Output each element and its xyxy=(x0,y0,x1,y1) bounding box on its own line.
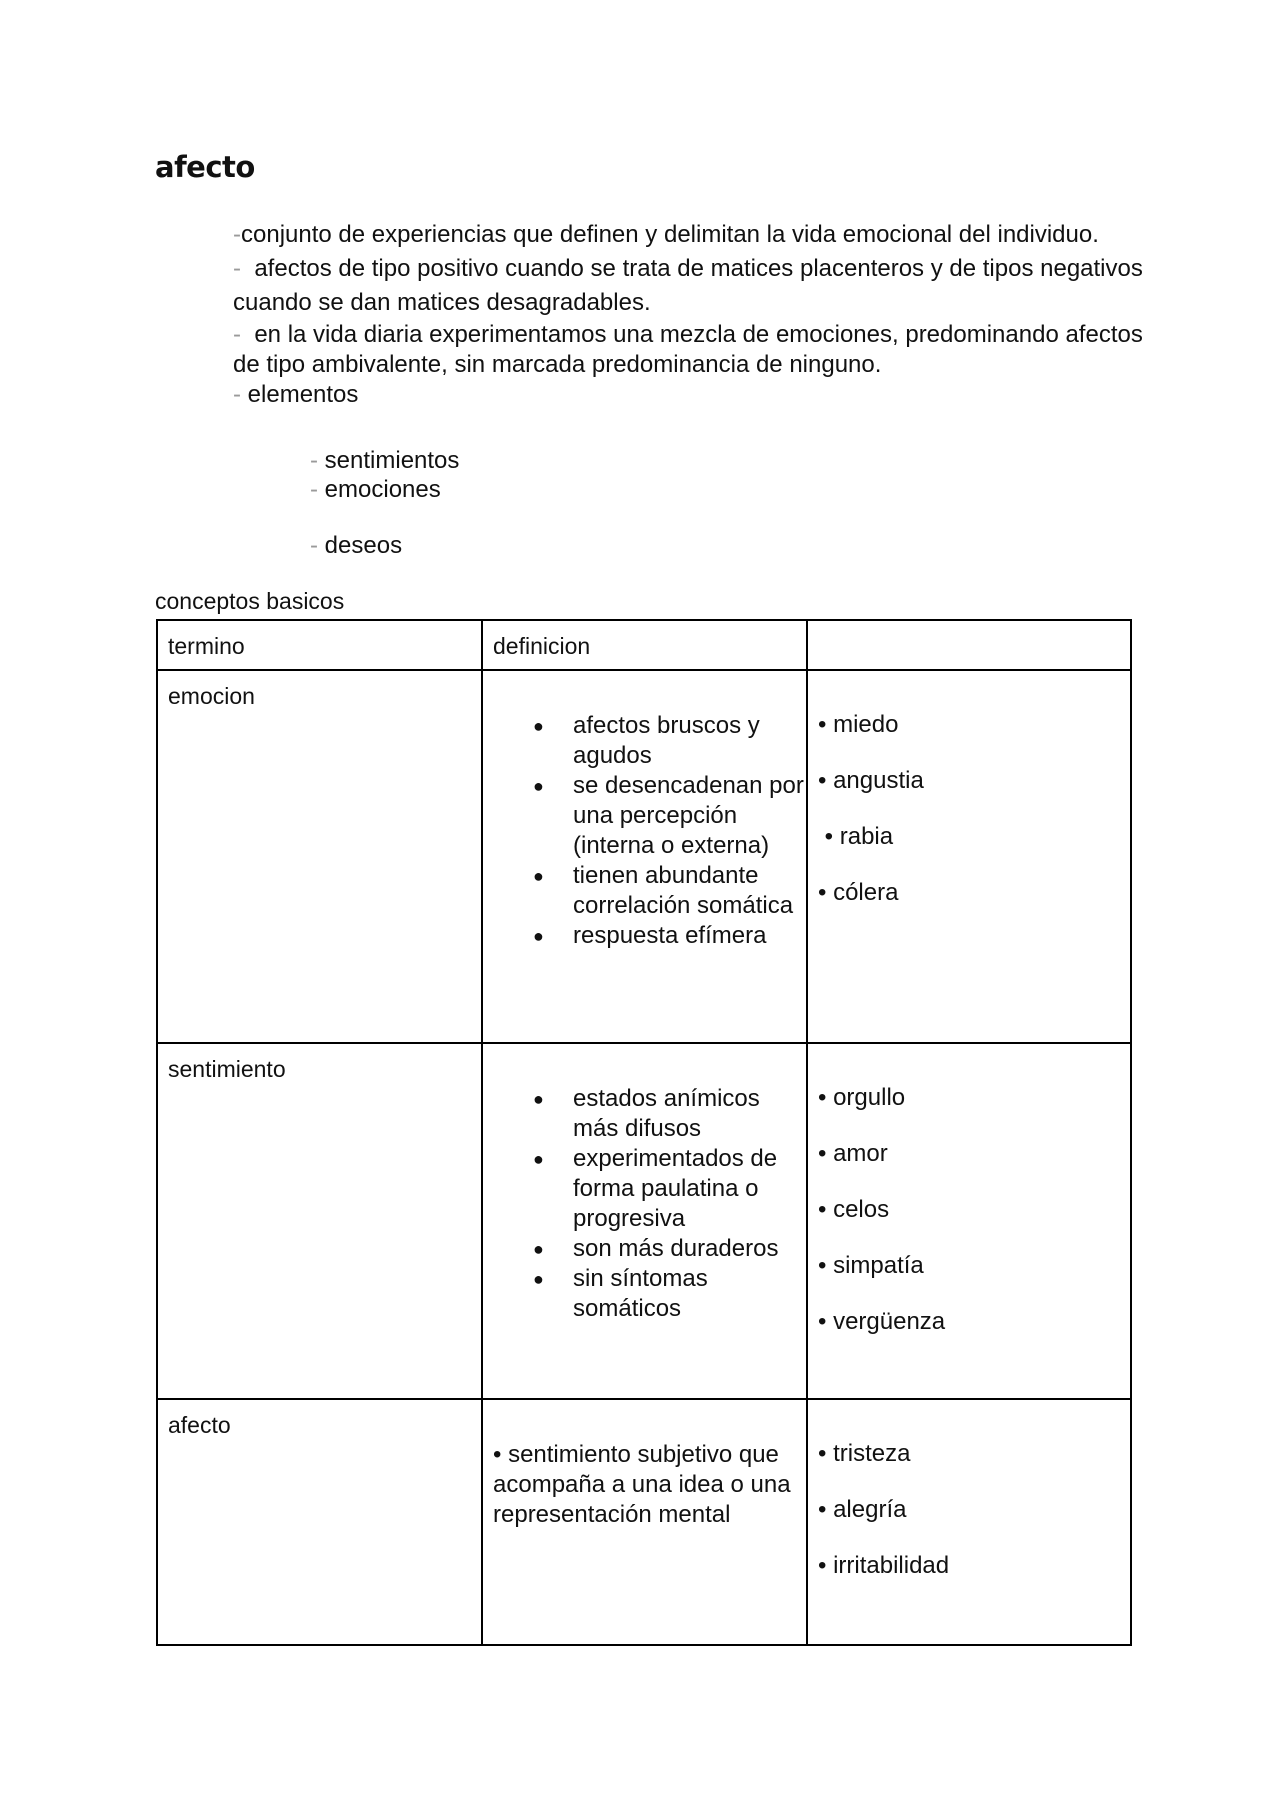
list-item: ● respuesta efímera xyxy=(483,921,806,951)
example-item: • orgullo xyxy=(818,1084,906,1111)
example-item: • simpatía xyxy=(818,1252,924,1279)
examples-cell xyxy=(807,1399,1131,1645)
example-item: • cólera xyxy=(818,879,899,906)
bullet-text: conjunto de experiencias que definen y delimitan la vida emocional del individuo. xyxy=(241,221,1099,248)
list-item: ● experimentados de forma paulatina o progresiva xyxy=(483,1144,806,1234)
example-item: • irritabilidad xyxy=(818,1552,950,1579)
list-item: ● afectos bruscos y agudos xyxy=(483,711,806,771)
example-item: • miedo xyxy=(818,711,899,738)
sub-item: - sentimientos xyxy=(310,447,460,474)
sub-item-text: emociones xyxy=(324,476,441,503)
example-item: • amor xyxy=(818,1140,888,1167)
page-title: afecto xyxy=(155,150,255,184)
dash-marker: - xyxy=(233,255,255,282)
bullet-text: afectos de tipo positivo cuando se trata de matices placenteros y de tipos negativos cuando se dan matices desagradables. xyxy=(233,255,1143,316)
list-item: ● son más duraderos xyxy=(483,1234,806,1264)
term-cell xyxy=(157,1043,482,1399)
term-label: afecto xyxy=(168,1412,231,1438)
examples-cell xyxy=(807,1043,1131,1399)
dash-marker: - xyxy=(233,221,241,248)
bullet-item xyxy=(233,252,1153,320)
list-item: ● estados anímicos más difusos xyxy=(483,1084,806,1144)
definition-list xyxy=(483,1084,806,1324)
table-caption: conceptos basicos xyxy=(155,588,345,614)
definition-cell xyxy=(482,1399,807,1645)
example-item: • angustia xyxy=(818,767,924,794)
list-item: ● se desencadenan por una percepción (interna o externa) xyxy=(483,771,806,861)
table-row xyxy=(157,1043,1131,1399)
example-item: • alegría xyxy=(818,1496,907,1523)
concepts-table xyxy=(156,619,1132,1646)
term-label: emocion xyxy=(168,683,255,709)
example-item: • vergüenza xyxy=(818,1308,946,1335)
list-item: ● sin síntomas somáticos xyxy=(483,1264,806,1324)
list-item: ● tienen abundante correlación somática xyxy=(483,861,806,921)
sub-item: - emociones xyxy=(310,476,441,503)
sub-item-text: sentimientos xyxy=(324,447,460,474)
term-cell xyxy=(157,1399,482,1645)
bullet-item xyxy=(233,218,1153,252)
bullet-text: en la vida diaria experimentamos una mezcla de emociones, predominando afectos de tipo ambivalente, sin marcada predominancia de ninguno. xyxy=(233,321,1143,378)
sub-item-text: deseos xyxy=(324,532,403,559)
table-header-row xyxy=(157,620,1131,670)
definition-cell xyxy=(482,1043,807,1399)
definition-list xyxy=(483,711,806,951)
header-cell xyxy=(807,620,1131,670)
intro-bullets xyxy=(233,218,1153,410)
sub-item: - deseos xyxy=(310,532,403,559)
header-cell xyxy=(482,620,807,670)
table-row xyxy=(157,670,1131,1043)
example-item: • rabia xyxy=(818,823,894,850)
term-cell xyxy=(157,670,482,1043)
header-empty xyxy=(808,621,1130,633)
table-row xyxy=(157,1399,1131,1645)
dash-marker: - xyxy=(233,321,255,348)
dash-marker: - xyxy=(233,381,248,408)
header-termino: termino xyxy=(168,633,245,659)
bullet-text: elementos xyxy=(247,381,359,408)
bullet-item xyxy=(233,320,1153,380)
definition-cell xyxy=(482,670,807,1043)
term-label: sentimiento xyxy=(168,1056,286,1082)
example-item: • tristeza xyxy=(818,1440,911,1467)
bullet-item xyxy=(233,380,1153,410)
definition-text: • sentimiento subjetivo que acompaña a una idea o una representación mental xyxy=(493,1441,791,1528)
header-definicion: definicion xyxy=(493,633,591,659)
header-cell xyxy=(157,620,482,670)
examples-cell xyxy=(807,670,1131,1043)
example-item: • celos xyxy=(818,1196,890,1223)
